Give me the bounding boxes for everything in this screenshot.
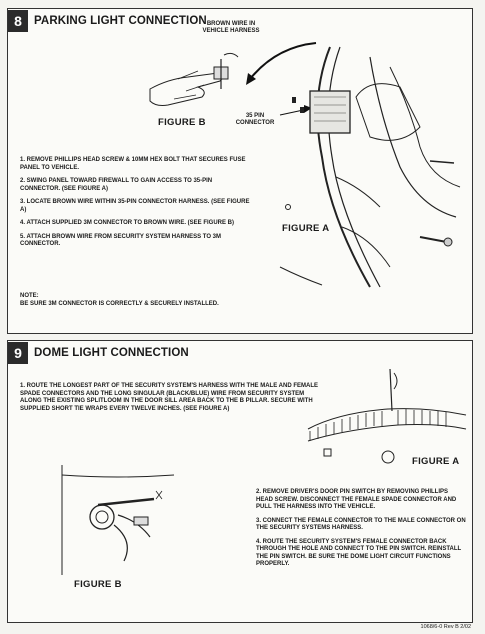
section-9-panel bbox=[7, 340, 473, 623]
section-8-step-5: 5. ATTACH BROWN WIRE FROM SECURITY SYSTEM HARNESS TO 3M CONNECTOR. bbox=[20, 233, 222, 247]
35-pin-connector-label: 35 PIN CONNECTOR bbox=[235, 113, 275, 126]
figure-b-hand-illustration bbox=[148, 49, 248, 115]
section-9-header bbox=[8, 341, 189, 365]
section-9-number: 9 bbox=[8, 342, 28, 364]
section-8-panel bbox=[7, 8, 473, 334]
section-8-note bbox=[20, 293, 260, 308]
section-9-step-3: 3. CONNECT THE FEMALE CONNECTOR TO THE MALE CONNECTOR ON THE SECURITY SYSTEMS HARNESS. bbox=[256, 517, 466, 531]
section-8-figure-a-caption: FIGURE A bbox=[282, 223, 330, 234]
section-8-step-4: 4. ATTACH SUPPLIED 3M CONNECTOR TO BROWN WIRE. (SEE FIGURE B) bbox=[20, 220, 235, 226]
section-8-step-1: 1. REMOVE PHILLIPS HEAD SCREW & 10MM HEX BOLT THAT SECURES FUSE PANEL TO VEHICLE. bbox=[20, 157, 246, 171]
section-8-steps bbox=[20, 157, 250, 255]
section-8-step-2: 2. SWING PANEL TOWARD FIREWALL TO GAIN ACCESS TO 35-PIN CONNECTOR. (SEE FIGURE A) bbox=[20, 178, 213, 192]
section-8-title: PARKING LIGHT CONNECTION bbox=[34, 15, 207, 27]
section-9-step-1: 1. ROUTE THE LONGEST PART OF THE SECURITY SYSTEM'S HARNESS WITH THE MALE AND FEMALE SPADE CONNECTORS AND THE LONG SINGULAR (BLACK/BLUE) WIRE FROM SECURITY SYSTEM ALONG THE EXISTING SPLITLOOM IN THE DOOR SILL AREA BACK TO THE B PILLAR. SECURE WITH SUPPLIED SHORT TIE WRAPS EVERY TWELVE INCHES. (SEE FIGURE A) bbox=[20, 383, 318, 412]
section-8-step-3: 3. LOCATE BROWN WIRE WITHIN 35-PIN CONNECTOR HARNESS. (SEE FIGURE A) bbox=[20, 199, 250, 213]
section-9-step-4: 4. ROUTE THE SECURITY SYSTEM'S FEMALE CONNECTOR BACK THROUGH THE HOLE AND CONNECT TO THE PIN SWITCH. REINSTALL THE PIN SWITCH. BE SURE THE DOME LIGHT CIRCUIT FUNCTIONS PROPERLY. bbox=[256, 538, 462, 567]
note-label: NOTE: bbox=[20, 293, 39, 299]
brown-wire-label: BROWN WIRE IN VEHICLE HARNESS bbox=[202, 21, 260, 34]
document-footer: 1068/6-0 Rev B 2/02 bbox=[420, 624, 471, 630]
section-9-steps bbox=[256, 489, 466, 575]
section-9-figure-b-caption: FIGURE B bbox=[74, 579, 122, 590]
section-8-header bbox=[8, 9, 207, 33]
section-8-number: 8 bbox=[8, 10, 28, 32]
figure-a-harness-illustration bbox=[270, 37, 466, 297]
section-8-figure-b-caption: FIGURE B bbox=[158, 117, 206, 128]
figure-b-pin-switch-illustration bbox=[58, 465, 178, 575]
section-9-step-2: 2. REMOVE DRIVER'S DOOR PIN SWITCH BY REMOVING PHILLIPS HEAD SCREW. DISCONNECT THE FEMALE SPADE CONNECTOR AND PULL THE HARNESS INTO THE VEHICLE. bbox=[256, 489, 457, 510]
note-text: BE SURE 3M CONNECTOR IS CORRECTLY & SECURELY INSTALLED. bbox=[20, 300, 219, 307]
section-9-title: DOME LIGHT CONNECTION bbox=[34, 347, 189, 359]
section-9-figure-a-caption: FIGURE A bbox=[412, 456, 460, 467]
